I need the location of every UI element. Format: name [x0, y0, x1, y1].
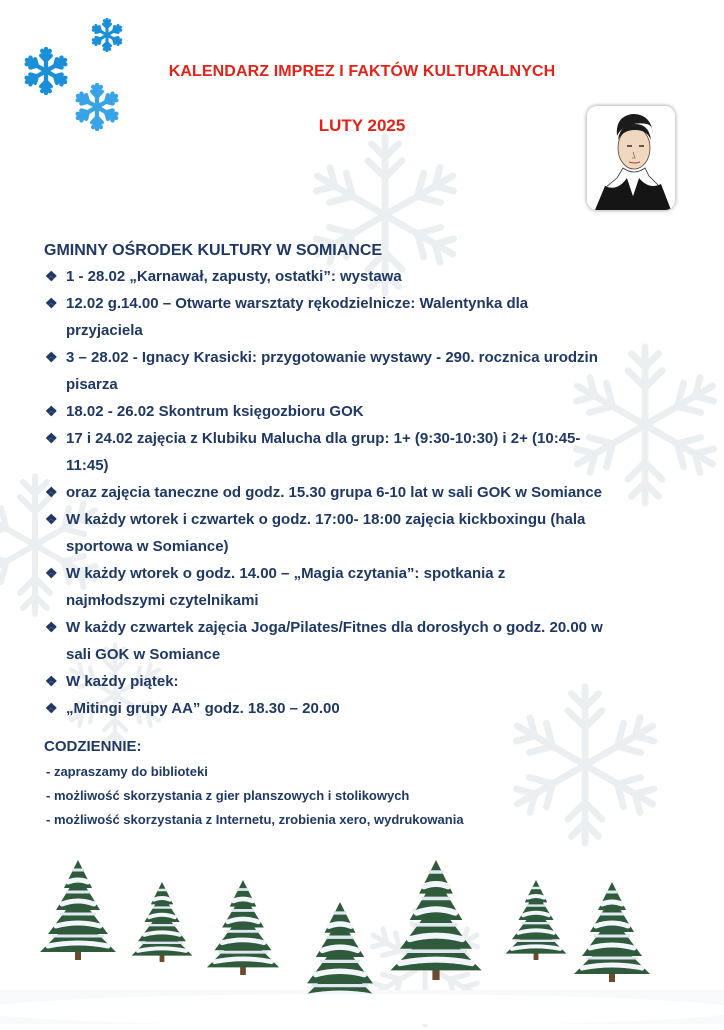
list-item-continuation: pisarza	[66, 376, 118, 393]
list-item-continuation: najmłodszymi czytelnikami	[66, 592, 259, 609]
bullet-icon: ❖	[45, 619, 58, 635]
list-item: ❖ W każdy czwartek zajęcia Joga/Pilates/Fitnes dla dorosłych o godz. 20.00 w	[44, 614, 694, 641]
main-content	[44, 240, 694, 832]
snowy-trees-row	[0, 840, 724, 1024]
portrait-image	[587, 106, 675, 210]
list-item-continuation: sportowa w Somiance)	[66, 538, 229, 555]
snowy-tree-icon	[390, 860, 481, 980]
list-item: ❖ 3 – 28.02 - Ignacy Krasicki: przygotowanie wystawy - 290. rocznica urodzin	[44, 344, 694, 371]
bullet-icon: ❖	[45, 403, 58, 419]
list-item: ❖ 17 i 24.02 zajęcia z Klubiku Malucha dla grup: 1+ (9:30-10:30) i 2+ (10:45-	[44, 425, 694, 452]
page-subtitle: LUTY 2025	[318, 116, 406, 135]
bullet-icon: ❖	[45, 430, 58, 446]
list-item: ❖ W każdy wtorek o godz. 14.00 – „Magia czytania”: spotkania z	[44, 560, 694, 587]
list-item: ❖ 1 - 28.02 „Karnawał, zapusty, ostatki”: wystawa	[44, 263, 694, 290]
snowflake-icon	[90, 18, 124, 52]
bullet-icon: ❖	[45, 673, 58, 689]
snowy-tree-icon	[506, 880, 567, 960]
list-item: ❖ oraz zajęcia taneczne od godz. 15.30 grupa 6-10 lat w sali GOK w Somiance	[44, 479, 694, 506]
list-item: ❖ „Mitingi grupy AA” godz. 18.30 – 20.00	[44, 695, 694, 722]
snowy-tree-icon	[40, 860, 116, 960]
list-item: - możliwość skorzystania z gier planszowych i stolikowych	[46, 788, 410, 803]
events-list	[44, 263, 694, 722]
list-item: ❖ 18.02 - 26.02 Skontrum księgozbioru GOK	[44, 398, 694, 425]
list-item: - możliwość skorzystania z Internetu, zrobienia xero, wydrukowania	[46, 812, 464, 827]
list-item: ❖ W każdy piątek:	[44, 668, 694, 695]
bullet-icon: ❖	[45, 349, 58, 365]
list-item-continuation: przyjaciela	[66, 322, 143, 339]
bullet-icon: ❖	[45, 268, 58, 284]
snowy-tree-icon	[207, 880, 279, 975]
bullet-icon: ❖	[45, 700, 58, 716]
bullet-icon: ❖	[45, 484, 58, 500]
bullet-icon: ❖	[45, 565, 58, 581]
bullet-icon: ❖	[45, 511, 58, 527]
list-item: - zapraszamy do biblioteki	[46, 764, 208, 779]
bullet-icon: ❖	[45, 295, 58, 311]
daily-title: CODZIENNIE:	[44, 738, 142, 755]
list-item-continuation: sali GOK w Somiance	[66, 646, 221, 663]
list-item: ❖ W każdy wtorek i czwartek o godz. 17:00- 18:00 zajęcia kickboxingu (hala	[44, 506, 694, 533]
list-item: ❖ 12.02 g.14.00 – Otwarte warsztaty rękodzielnicze: Walentynka dla	[44, 290, 694, 317]
snowy-tree-icon	[132, 882, 193, 962]
list-item-continuation: 11:45)	[66, 457, 109, 474]
snowy-tree-icon	[574, 882, 650, 982]
section-title: GMINNY OŚRODEK KULTURY W SOMIANCE	[44, 242, 383, 259]
daily-list	[46, 760, 694, 832]
page-title: KALENDARZ IMPREZ I FAKTÓW KULTURALNYCH	[168, 63, 556, 80]
